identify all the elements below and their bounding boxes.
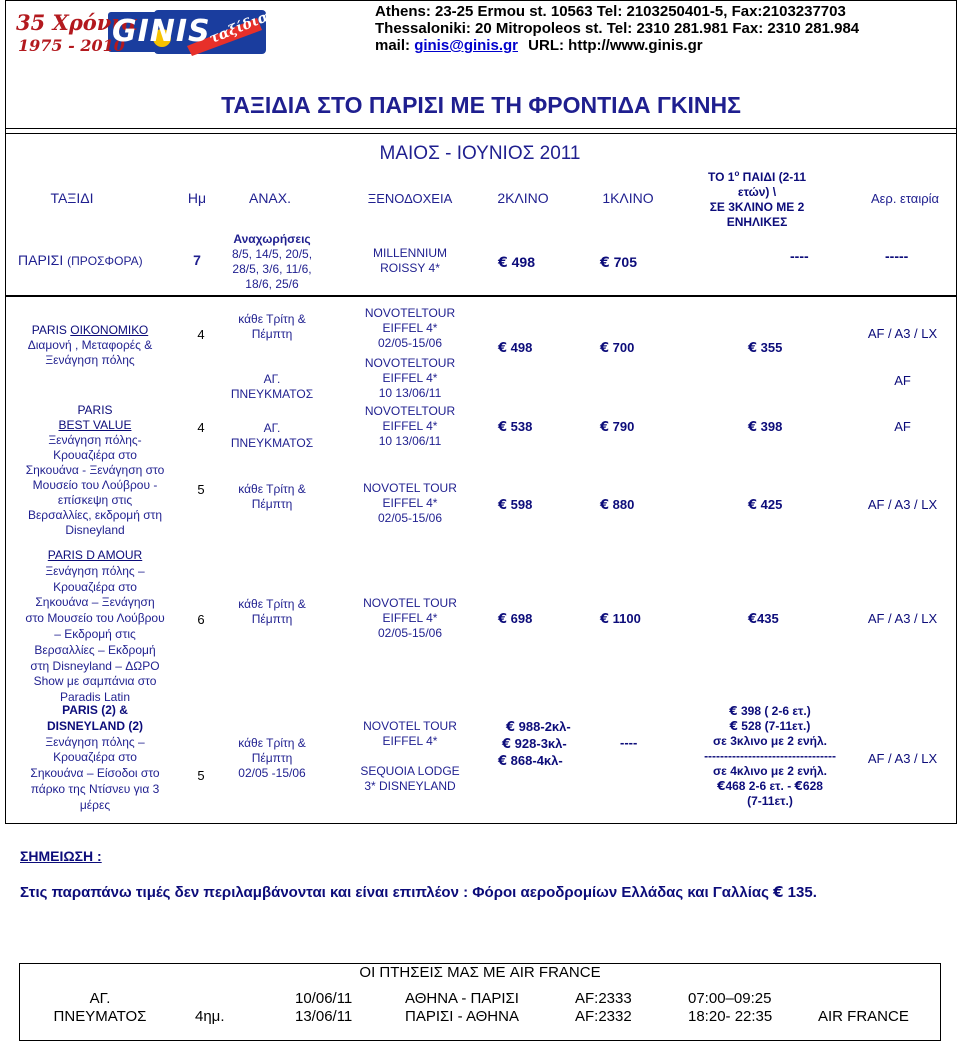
package-economy-alt-departure: ΑΓ. ΠΝΕΥΚΜΑΤΟΣ <box>230 372 314 401</box>
package-economy-price-single: € 700 <box>600 340 635 356</box>
package-disneyland-days: 5 <box>197 768 205 783</box>
package-economy-departures: κάθε Τρίτη & Πέμπτη <box>238 312 306 341</box>
col-header-days: Ημ <box>187 190 207 206</box>
package-best-value-price-child-b: € 425 <box>748 497 783 513</box>
col-header-trip: ΤΑΞΙΔΙ <box>50 190 94 206</box>
package-disneyland-departures: κάθε Τρίτη & Πέμπτη 02/05 -15/06 <box>238 736 306 780</box>
package-best-value-departure-a: ΑΓ. ΠΝΕΥΚΜΑΤΟΣ <box>230 421 314 450</box>
package-amour-days: 6 <box>197 612 205 627</box>
package-best-value: PARIS BEST VALUE Ξενάγηση πόλης- Κρουαζιέρα στο Σηκουάνα - Ξενάγηση στο Μουσείο του Λούβρου - επίσκεψη στις Βερσαλλίες, εκδρομή στη Disneyland <box>25 403 165 537</box>
col-header-single: 1ΚΛΙΝΟ <box>602 190 654 206</box>
flight-days: 4ημ. <box>195 1008 225 1025</box>
address-thessaloniki: Thessaloniki: 20 Mitropoleos st. Tel: 2310 281.981 Fax: 2310 281.984 <box>375 20 860 37</box>
offer-days: 7 <box>193 252 201 268</box>
email-link[interactable]: ginis@ginis.gr <box>414 37 518 54</box>
package-disneyland-price-double: € 988-2κλ- € 928-3κλ- € 868-4κλ- <box>498 719 571 769</box>
package-economy-alt-airline: AF <box>894 373 911 388</box>
note-text: Στις παραπάνω τιμές δεν περιλαμβάνονται και είναι επιπλέον : Φόροι αεροδρομίων Ελλάδας και Γαλλίας € 135. <box>20 883 817 901</box>
package-best-value-days-a: 4 <box>197 420 205 435</box>
flight-times: 07:00–09:25 18:20- 22:35 <box>688 990 773 1025</box>
package-best-value-price-single-a: € 790 <box>600 419 635 435</box>
package-best-value-price-double-b: € 598 <box>498 497 533 513</box>
contact-info <box>375 3 859 54</box>
divider <box>5 296 957 297</box>
package-best-value-days-b: 5 <box>197 482 205 497</box>
offer-price-double: € 498 <box>498 254 535 271</box>
page-title: ΤΑΞΙΔΙΑ ΣΤΟ ΠΑΡΙΣΙ ΜΕ ΤΗ ΦΡΟΝΤΙΔΑ ΓΚΙΝΗΣ <box>221 92 741 118</box>
season-title: ΜΑΙΟΣ - ΙΟΥΝΙΟΣ 2011 <box>379 143 581 164</box>
flights-title: ΟΙ ΠΤΗΣΕΙΣ ΜΑΣ ΜΕ AIR FRANCE <box>359 964 601 981</box>
flight-airline: AIR FRANCE <box>818 1008 909 1025</box>
package-amour-price-double: € 698 <box>498 611 533 627</box>
offer-hotel: MILLENNIUM ROISSY 4* <box>372 246 447 275</box>
table-border <box>5 823 957 824</box>
package-economy-hotel: NOVOTELTOUR EIFFEL 4* 02/05-15/06 <box>364 306 456 350</box>
package-amour-hotel: NOVOTEL TOUR EIFFEL 4* 02/05-15/06 <box>363 596 457 640</box>
package-economy-days: 4 <box>197 327 205 342</box>
package-amour-airline: AF / A3 / LX <box>867 611 938 626</box>
package-amour-price-child: €435 <box>748 611 779 627</box>
package-economy-price-child: € 355 <box>748 340 783 356</box>
package-economy-price-double: € 498 <box>498 340 533 356</box>
brand-tagline: ταξίδια <box>207 8 271 48</box>
brand-name: GINIS <box>112 14 211 49</box>
package-disneyland: PARIS (2) & DISNEYLAND (2) Ξενάγηση πόλης – Κρουαζιέρα στο Σηκουάνα – Είσοδοι στο πάρκο της Ντίσνευ για 3 μέρες <box>30 703 160 812</box>
offer-price-single: € 705 <box>600 254 637 271</box>
col-header-child: ΤΟ $1^o$ ΠΑΙΔΙ (2-11 ετών) \ ΣΕ 3ΚΛΙΝΟ ΜΕ 2 ΕΝΗΛΙΚΕΣ <box>707 169 806 229</box>
package-best-value-hotel-b: NOVOTEL TOUR EIFFEL 4* 02/05-15/06 <box>363 481 457 525</box>
flight-numbers: AF:2333 AF:2332 <box>575 990 632 1025</box>
package-amour-departures: κάθε Τρίτη & Πέμπτη <box>238 597 306 626</box>
package-economy-alt-hotel: NOVOTELTOUR EIFFEL 4* 10 13/06/11 <box>364 356 456 400</box>
package-disneyland-price-single: ---- <box>620 735 638 750</box>
package-best-value-price-single-b: € 880 <box>600 497 635 513</box>
package-disneyland-airline: AF / A3 / LX <box>867 751 938 766</box>
package-best-value-departure-b: κάθε Τρίτη & Πέμπτη <box>238 482 306 511</box>
package-amour-price-single: € 1100 <box>600 611 641 627</box>
flight-routes: ΑΘΗΝΑ - ΠΑΡΙΣΙ ΠΑΡΙΣΙ - ΑΘΗΝΑ <box>405 990 519 1025</box>
website-url[interactable]: http://www.ginis.gr <box>568 37 703 54</box>
package-best-value-price-double-a: € 538 <box>498 419 533 435</box>
table-border <box>956 296 957 824</box>
package-economy: PARIS ΟΙΚΟΝΟΜΙΚΟ Διαμονή , Μεταφορές & Ξενάγηση πόλης <box>27 323 153 367</box>
package-best-value-airline-a: AF <box>894 419 911 434</box>
package-disneyland-hotels: NOVOTEL TOUR EIFFEL 4* SEQUOIA LODGE 3* DISNEYLAND <box>360 719 460 793</box>
note-label: ΣΗΜΕΙΩΣΗ : <box>20 848 102 864</box>
divider <box>5 128 957 129</box>
package-best-value-airline-b: AF / A3 / LX <box>867 497 938 512</box>
package-disneyland-price-child: € 398 ( 2-6 ετ.) € 528 (7-11ετ.) σε 3κλινο με 2 ενήλ. --------------------------------- σε 4κλινο με 2 ενήλ. €468 2-6 ετ. - €628 (7-11ετ.) <box>704 704 836 808</box>
ginis-logo <box>12 8 272 62</box>
col-header-double: 2ΚΛΙΝΟ <box>497 190 549 206</box>
package-best-value-hotel-a: NOVOTELTOUR EIFFEL 4* 10 13/06/11 <box>364 404 456 448</box>
anniversary-text: 35 Χρόνια <box>16 10 138 35</box>
address-athens: Athens: 23-25 Ermou st. 10563 Tel: 2103250401-5, Fax:2103237703 <box>375 3 846 20</box>
flight-dates: 10/06/11 13/06/11 <box>295 990 353 1025</box>
package-best-value-price-child-a: € 398 <box>748 419 783 435</box>
package-amour: PARIS D AMOUR Ξενάγηση πόλης – Κρουαζιέρα στο Σηκουάνα – Ξενάγηση στο Μουσείο του Λούβρου – Εκδρομή στις Βερσαλλίες – Εκδρομή στη Disneyland – ΔΩΡΟ Show με σαμπάνια στο Paradis Latin <box>25 548 165 705</box>
table-border <box>5 296 6 824</box>
offer-departures: Αναχωρήσεις 8/5, 14/5, 20/5, 28/5, 3/6, 11/6, 18/6, 25/6 <box>231 232 313 291</box>
offer-name: ΠΑΡΙΣΙ (ΠΡΟΣΦΟΡΑ) <box>18 252 143 268</box>
offer-airline: ----- <box>885 248 909 264</box>
anniversary-years: 1975 - 2010 <box>18 36 125 55</box>
col-header-airline: Αερ. εταιρία <box>870 191 940 206</box>
contact-web: mail: ginis@ginis.gr URL: http://www.ginis.gr <box>375 37 703 54</box>
package-economy-airline: AF / A3 / LX <box>867 326 938 341</box>
flight-name: ΑΓ. ΠΝΕΥΜΑΤΟΣ <box>53 990 147 1025</box>
col-header-hotel: ΞΕΝΟΔΟΧΕΙΑ <box>367 191 453 206</box>
offer-price-child: ---- <box>790 248 809 264</box>
col-header-departure: ΑΝΑΧ. <box>248 190 291 206</box>
divider <box>5 133 957 134</box>
